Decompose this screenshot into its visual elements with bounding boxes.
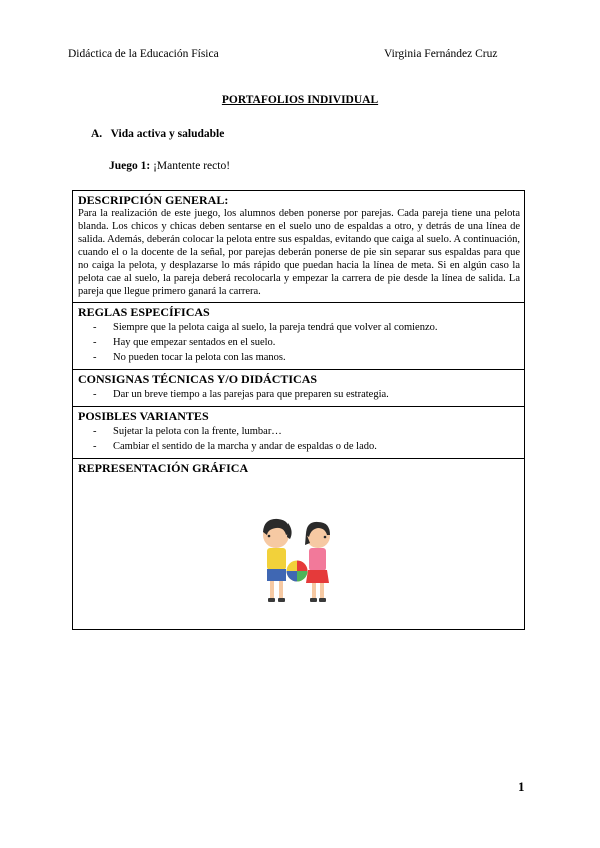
header-author: Virginia Fernández Cruz xyxy=(384,48,498,60)
section-heading xyxy=(91,128,224,140)
consignas-list xyxy=(78,387,520,402)
descripcion-heading: DESCRIPCIÓN GENERAL: xyxy=(78,193,229,207)
reglas-list xyxy=(78,320,520,365)
descripcion-text: Para la realización de este juego, los alumnos deben ponerse por parejas. Cada pareja tiene una pelota blanda. Los chicos y chicas deben sentarse en el suelo uno de espaldas a otro, y detrás de una línea de salida. Además, deberán colocar la pelota entre sus espaldas, evitando que caiga al suelo. A continuación, cuando el o la docente de la señal, por parejas deberán ponerse de pie sin separar sus espaldas para que no caiga la pelota, y desplazarse lo más rápido que puedan hacia la línea de meta. Si en algún caso la pelota cae al suelo, la pareja deberá recolocarla y empezar la carrera de pie desde la línea de salida. La pareja que llegue primero ganará la carrera. xyxy=(78,208,521,297)
game-label: Juego 1: xyxy=(109,160,151,172)
reglas-heading: REGLAS ESPECÍFICAS xyxy=(78,305,210,319)
game-title xyxy=(109,160,230,172)
boy-figure xyxy=(263,519,292,602)
section-label: Vida activa y saludable xyxy=(110,128,225,140)
header-course: Didáctica de la Educación Física xyxy=(68,48,219,60)
ball xyxy=(287,561,308,582)
section-number: A. xyxy=(91,128,103,140)
list-item: - Siempre que la pelota caiga al suelo, la pareja tendrá que volver al comienzo. xyxy=(78,320,520,335)
list-item: - Dar un breve tiempo a las parejas para que preparen su estrategia. xyxy=(78,387,520,402)
row-representacion xyxy=(73,459,525,630)
row-variantes xyxy=(73,407,525,459)
variantes-list xyxy=(78,424,520,454)
row-descripcion xyxy=(73,191,525,303)
list-item: - No pueden tocar la pelota con las manos. xyxy=(78,350,520,365)
list-item: - Sujetar la pelota con la frente, lumbar… xyxy=(78,424,520,439)
representacion-graphic xyxy=(78,475,520,625)
consignas-heading: CONSIGNAS TÉCNICAS Y/O DIDÁCTICAS xyxy=(78,372,318,386)
row-consignas xyxy=(73,370,525,407)
row-reglas xyxy=(73,303,525,370)
document-title: PORTAFOLIOS INDIVIDUAL xyxy=(221,94,379,106)
kids-back-to-back-illustration xyxy=(78,475,520,625)
list-item: - Cambiar el sentido de la marcha y andar de espaldas o de lado. xyxy=(78,439,520,454)
page-number: 1 xyxy=(518,779,525,794)
list-item: - Hay que empezar sentados en el suelo. xyxy=(78,335,520,350)
representacion-heading: REPRESENTACIÓN GRÁFICA xyxy=(78,461,249,475)
variantes-heading: POSIBLES VARIANTES xyxy=(78,409,209,423)
game-sheet-table xyxy=(72,190,525,630)
girl-figure xyxy=(305,522,330,602)
game-name: ¡Mantente recto! xyxy=(153,160,231,172)
